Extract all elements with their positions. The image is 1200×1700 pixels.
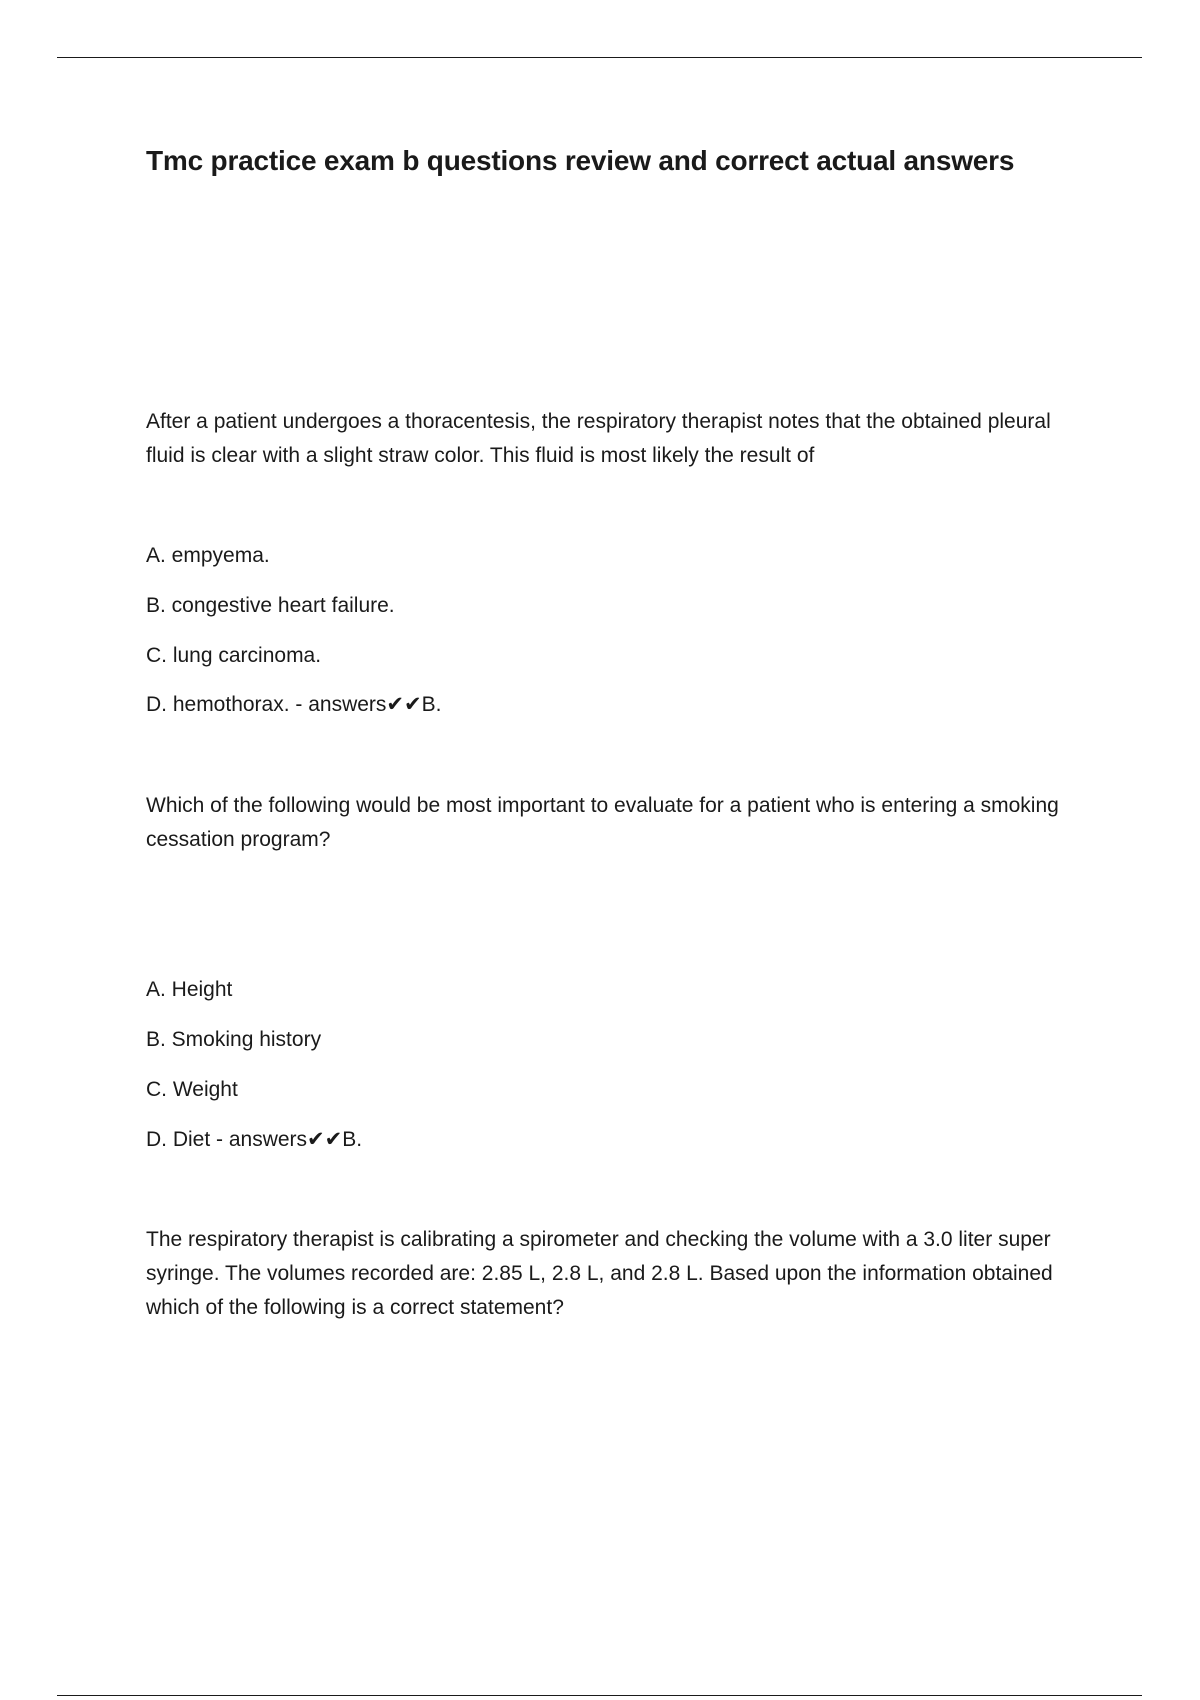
question-2-option-c: C. Weight bbox=[146, 1078, 238, 1101]
footer-rule bbox=[57, 1695, 1142, 1696]
header-rule bbox=[57, 57, 1142, 58]
question-2-option-d-answer: D. Diet - answers✔✔B. bbox=[146, 1128, 363, 1151]
question-1-option-c: C. lung carcinoma. bbox=[146, 644, 322, 667]
question-3-text: The respiratory therapist is calibrating a spirometer and checking the volume with a 3.0 liter super syringe. The volumes recorded are: 2.85 L, 2.8 L, and 2.8 L. Based upon the information obtained which of the following is a correct statement? bbox=[146, 1228, 1053, 1319]
question-2-text: Which of the following would be most important to evaluate for a patient who is entering a smoking cessation program? bbox=[146, 794, 1059, 851]
question-2-option-b: B. Smoking history bbox=[146, 1028, 322, 1051]
question-1-option-b: B. congestive heart failure. bbox=[146, 594, 395, 617]
question-1-option-a: A. empyema. bbox=[146, 544, 270, 567]
question-2-option-a: A. Height bbox=[146, 978, 233, 1001]
document-title: Tmc practice exam b questions review and correct actual answers bbox=[146, 145, 1015, 176]
question-1-text: After a patient undergoes a thoracentesis, the respiratory therapist notes that the obtained pleural fluid is clear with a slight straw color. This fluid is most likely the result of bbox=[146, 410, 1051, 467]
question-1-option-d-answer: D. hemothorax. - answers✔✔B. bbox=[146, 693, 442, 716]
